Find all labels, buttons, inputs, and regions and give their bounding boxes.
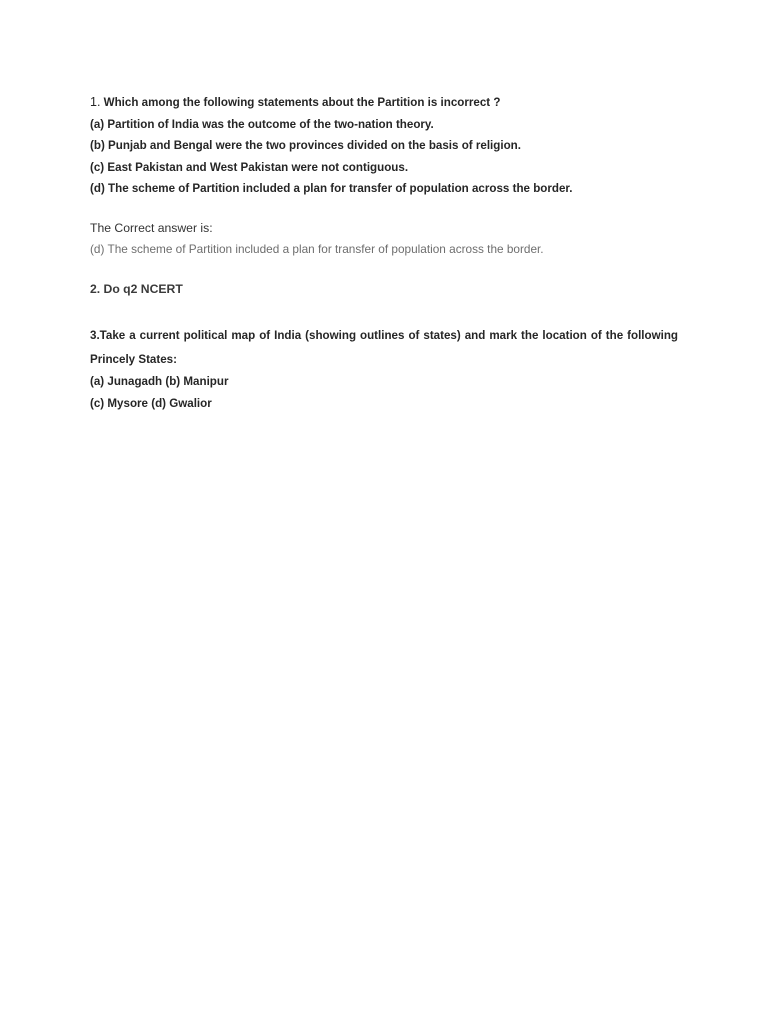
question-1-option-a: (a) Partition of India was the outcome of the two-nation theory. (90, 117, 434, 131)
question-1-option-c: (c) East Pakistan and West Pakistan were not contiguous. (90, 160, 409, 174)
question-3-options-line-2: (c) Mysore (d) Gwalior (90, 397, 212, 410)
question-1-stem (90, 92, 678, 114)
question-1-text: Which among the following statements about the Partition is incorrect ? (100, 96, 501, 109)
document-content (90, 92, 678, 415)
answer-text: (d) The scheme of Partition included a plan for transfer of population across the border. (90, 242, 544, 256)
question-1-number: 1. (90, 95, 101, 109)
question-1-option-b: (b) Punjab and Bengal were the two provinces divided on the basis of religion. (90, 139, 521, 152)
answer-label: The Correct answer is: (90, 220, 213, 235)
question-2: 2. Do q2 NCERT (90, 281, 183, 296)
question-1-option-d: (d) The scheme of Partition included a plan for transfer of population across the border. (90, 182, 573, 195)
question-3-stem: 3.Take a current political map of India (showing outlines of states) and mark the location of the following Princely States: (90, 329, 678, 366)
question-3-options-line-1: (a) Junagadh (b) Manipur (90, 375, 229, 388)
